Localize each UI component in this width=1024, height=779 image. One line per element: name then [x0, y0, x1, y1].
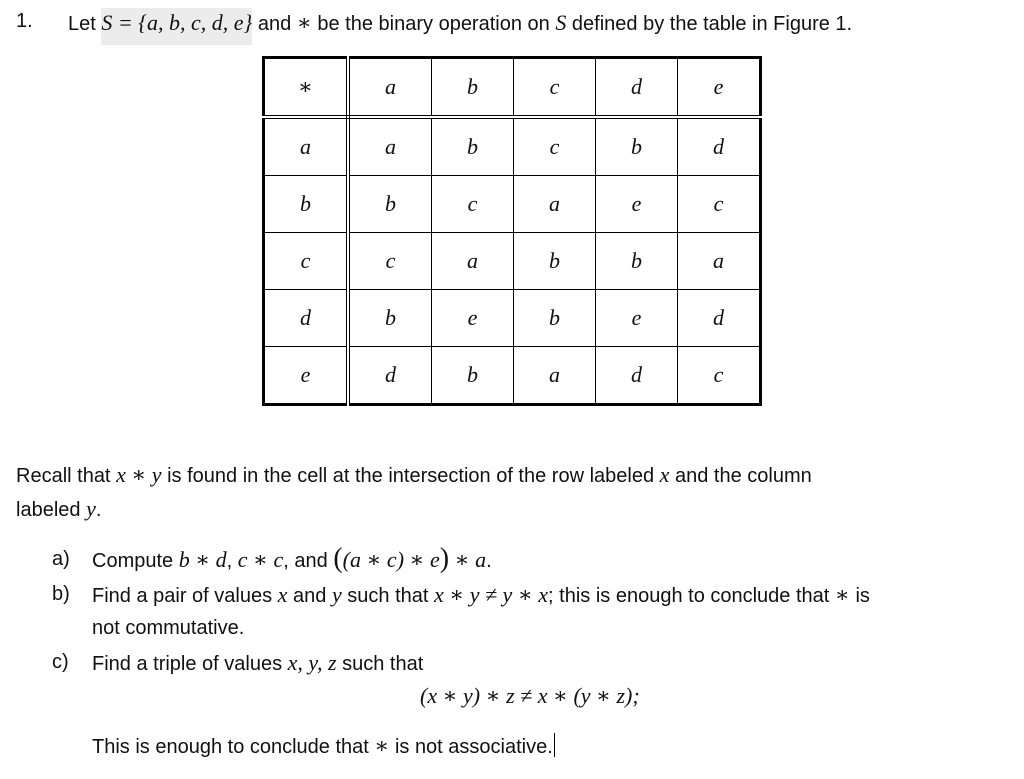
math-x: x [277, 582, 288, 607]
table-cell: b [514, 290, 596, 347]
table-cell: b [514, 233, 596, 290]
row-header: a [264, 117, 349, 176]
table-cell: e [432, 290, 514, 347]
item-c-marker: c) [52, 651, 69, 673]
table-cell: e [596, 176, 678, 233]
table-cell: a [678, 233, 761, 290]
item-text: Compute [92, 550, 174, 572]
table-cell: c [514, 117, 596, 176]
table-row [264, 347, 761, 405]
table-cell: b [596, 233, 678, 290]
math-x-star-y: x ∗ y [116, 462, 162, 487]
table-cell: b [432, 347, 514, 405]
row-header: e [264, 347, 349, 405]
table-cell: c [678, 176, 761, 233]
column-header: e [678, 58, 761, 118]
table-cell: a [514, 176, 596, 233]
table-cell: d [678, 117, 761, 176]
set-definition: S = {a, b, c, d, e} [101, 8, 252, 45]
item-text: Find a pair of values [92, 585, 273, 607]
table-row [264, 176, 761, 233]
recall-text: Recall that [16, 465, 111, 487]
item-text: Find a triple of values [92, 653, 283, 675]
table-cell: d [678, 290, 761, 347]
table-cell: a [432, 233, 514, 290]
item-b-line-2: not commutative. [92, 617, 245, 639]
intro-rest: be the binary operation on [317, 13, 550, 35]
column-header: b [432, 58, 514, 118]
intro-let: Let [68, 13, 96, 35]
item-text: . [486, 550, 492, 572]
math-xyz: x, y, z [287, 650, 337, 675]
item-text: such that [347, 585, 429, 607]
recall-line-2 [16, 496, 101, 522]
operation-symbol: ∗ [374, 733, 390, 758]
text-cursor [554, 733, 555, 757]
table-cell: b [596, 117, 678, 176]
table-cell: a [514, 347, 596, 405]
item-text: , [226, 550, 233, 572]
table-corner: ∗ [264, 58, 349, 118]
recall-text: labeled [16, 499, 81, 521]
table-cell: c [432, 176, 514, 233]
question-intro [68, 10, 852, 36]
row-header: c [264, 233, 349, 290]
table-cell: d [596, 347, 678, 405]
table-row [264, 233, 761, 290]
row-header: d [264, 290, 349, 347]
table-cell: e [596, 290, 678, 347]
table-cell: a [348, 117, 432, 176]
set-name: S [555, 10, 567, 35]
conclusion-line [92, 733, 555, 759]
recall-line-1 [16, 462, 812, 488]
recall-text: is found in the cell at the intersection of the row labeled [167, 465, 655, 487]
recall-text: . [95, 499, 102, 521]
table-header-row [264, 58, 761, 118]
row-header: b [264, 176, 349, 233]
table-cell: b [348, 176, 432, 233]
operation-symbol: ∗ [834, 582, 850, 607]
math-paren: ( [333, 543, 343, 574]
math-c-star-c: c ∗ c [237, 547, 284, 572]
item-text: This is enough to conclude that [92, 736, 369, 758]
table-cell: c [348, 233, 432, 290]
math-y: y [86, 496, 96, 521]
item-b-marker: b) [52, 583, 70, 605]
item-text: is [855, 585, 870, 607]
recall-text: and the column [674, 465, 812, 487]
associativity-equation: (x ∗ y) ∗ z ≠ x ∗ (y ∗ z); [420, 683, 640, 708]
operation-symbol: ∗ [296, 10, 312, 35]
intro-end: defined by the table in Figure 1. [571, 13, 853, 35]
item-b-text [92, 582, 870, 608]
math-x: x [659, 462, 670, 487]
table-cell: b [432, 117, 514, 176]
column-header: d [596, 58, 678, 118]
column-header: c [514, 58, 596, 118]
table-cell: c [678, 347, 761, 405]
table-cell: b [348, 290, 432, 347]
math-b-star-d: b ∗ d [178, 547, 227, 572]
math-inequality: x ∗ y ≠ y ∗ x [434, 582, 549, 607]
table-row [264, 290, 761, 347]
item-text: is not associative. [394, 736, 553, 758]
item-a-text [92, 543, 492, 575]
column-header: a [348, 58, 432, 118]
intro-and: and [257, 13, 292, 35]
math-expression: (a ∗ c) ∗ e [342, 547, 440, 572]
item-text: such that [342, 653, 424, 675]
item-text: and [293, 585, 327, 607]
operation-table [262, 56, 762, 406]
math-y: y [331, 582, 342, 607]
math-paren: ) [439, 543, 450, 574]
item-text: , and [283, 550, 328, 572]
item-c-text [92, 650, 423, 676]
table-cell: d [348, 347, 432, 405]
table-row [264, 117, 761, 176]
item-a-marker: a) [52, 548, 70, 570]
question-number: 1. [16, 10, 33, 32]
math-star-a: ∗ a [454, 547, 487, 572]
item-text: ; this is enough to conclude that [548, 585, 830, 607]
